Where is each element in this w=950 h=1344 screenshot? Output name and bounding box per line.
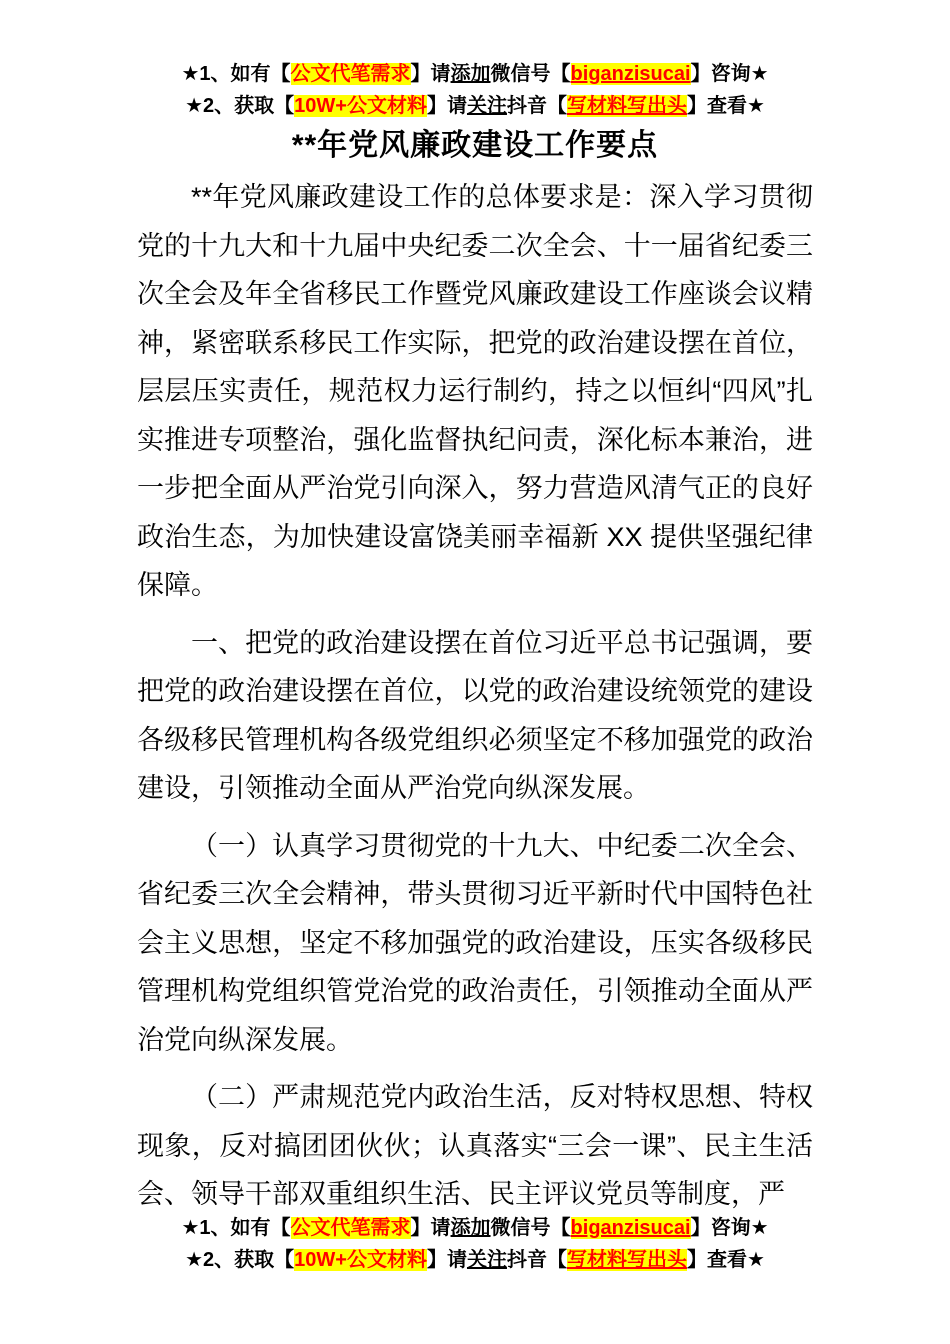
- promo-text: ★2、获取【: [185, 95, 295, 117]
- promo-text: ★2、获取【: [185, 1249, 295, 1271]
- promo-text: ★1、如有【: [181, 63, 291, 85]
- promo-text: 】咨询★: [690, 1217, 769, 1239]
- promo-text: 】查看★: [686, 95, 765, 117]
- paragraph-overview: **年党风廉政建设工作的总体要求是：深入学习贯彻党的十九大和十九届中央纪委二次全会、十一届省纪委三次全会及年全省移民工作暨党风廉政建设工作座谈会议精神，紧密联系移民工作实际，把党的政治建设摆在首位，层层压实责任，规范权力运行制约，持之以恒纠“四风”扎实推进专项整治，强化监督执纪问责，深化标本兼治，进一步把全面从严治党引向深入，努力营造风清气正的良好政治生态，为加快建设富饶美丽幸福新 XX 提供坚强纪律保障。: [137, 182, 813, 600]
- douyin-handle: 写材料写出头: [566, 95, 687, 117]
- promo-text: 】咨询★: [690, 63, 769, 85]
- paragraph-section-1-1: （一）认真学习贯彻党的十九大、中纪委二次全会、省纪委三次全会精神，带头贯彻习近平新时代中国特色社会主义思想，坚定不移加强党的政治建设，压实各级移民管理机构党组织管党治党的政治责任，引领推动全面从严治党向纵深发展。: [137, 830, 813, 1055]
- promo-text: ★1、如有【: [181, 1217, 291, 1239]
- highlighted-keyword-materials: 10W+公文材料: [294, 1249, 427, 1271]
- paragraph-section-1-2: （二）严肃规范党内政治生活，反对特权思想、特权现象，反对搞团团伙伙；认真落实“三会一课”、民主生活会、领导干部双重组织生活、民主评议党员等制度，严: [137, 1082, 813, 1209]
- highlighted-keyword-writing-service: 公文代笔需求: [290, 63, 411, 85]
- highlighted-keyword-materials: 10W+公文材料: [294, 95, 427, 117]
- promo-text: 抖音【: [506, 1249, 567, 1271]
- douyin-handle: 写材料写出头: [566, 1249, 687, 1271]
- promo-text: 】请: [410, 63, 451, 85]
- promo-text: 抖音【: [506, 95, 567, 117]
- paragraph-section-1: 一、把党的政治建设摆在首位习近平总书记强调，要把党的政治建设摆在首位，以党的政治建设统领党的建设各级移民管理机构各级党组织必须坚定不移加强党的政治建设，引领推动全面从严治党向纵深发展。: [137, 627, 813, 803]
- underlined-word-add: 添加: [450, 1217, 491, 1239]
- highlighted-keyword-writing-service: 公文代笔需求: [290, 1217, 411, 1239]
- wechat-id: biganzisucai: [570, 1217, 691, 1239]
- promo-line-2: [0, 1244, 950, 1276]
- promo-text: 微信号【: [490, 63, 571, 85]
- promo-line-2: [0, 90, 950, 122]
- underlined-word-follow: 关注: [466, 1249, 507, 1271]
- wechat-id: biganzisucai: [570, 63, 691, 85]
- underlined-word-add: 添加: [450, 63, 491, 85]
- promo-line-1: [0, 1212, 950, 1244]
- underlined-word-follow: 关注: [466, 95, 507, 117]
- promo-text: 】请: [410, 1217, 451, 1239]
- document-title: **年党风廉政建设工作要点: [291, 129, 659, 162]
- promo-text: 微信号【: [490, 1217, 571, 1239]
- promo-banner-bottom: [0, 1212, 950, 1276]
- promo-text: 】请: [426, 1249, 467, 1271]
- promo-banner-top: [0, 58, 950, 122]
- promo-text: 】查看★: [686, 1249, 765, 1271]
- document-body: [137, 126, 813, 1228]
- promo-text: 】请: [426, 95, 467, 117]
- promo-line-1: [0, 58, 950, 90]
